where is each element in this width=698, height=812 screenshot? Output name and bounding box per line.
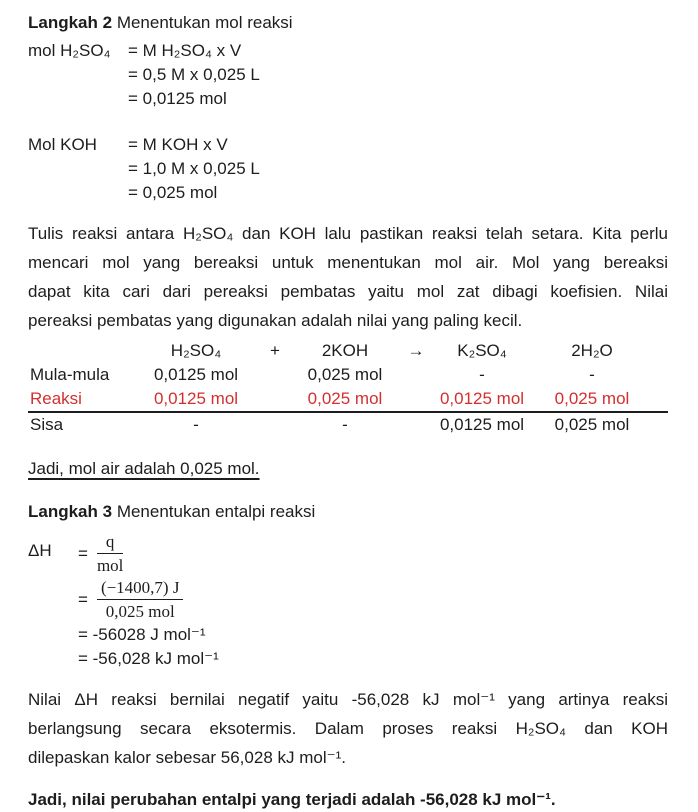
mol-koh-equation (28, 133, 668, 205)
table-cell: 0,0125 mol (439, 415, 525, 434)
step2-heading-label: Langkah 2 (28, 13, 113, 32)
table-cell (28, 339, 132, 363)
table-cell: 0,025 mol (554, 415, 630, 434)
paragraph-line: mencari mol yang bereaksi untuk menentukan mol air. Mol yang bereaksi (28, 253, 668, 272)
table-header-row (28, 339, 668, 363)
table-cell (260, 363, 290, 387)
table-cell (400, 387, 432, 411)
mol-koh-label: Mol KOH (28, 135, 97, 154)
table-cell: 0,0125 mol (153, 389, 239, 408)
table-cell: 0,0125 mol (439, 389, 525, 408)
fraction (97, 531, 123, 576)
equation-line: = 0,5 M x 0,025 L (128, 65, 260, 84)
mol-h2so4-label: mol H₂SO₄ (28, 41, 111, 60)
paragraph-line: pereaksi pembatas yang digunakan adalah nilai yang paling kecil. (28, 311, 523, 330)
table-cell (260, 413, 290, 437)
step3-heading (28, 499, 668, 524)
equation-line: = M H₂SO₄ x V (128, 41, 242, 60)
equals-sign: = (78, 543, 88, 563)
table-cell-koh: 2KOH (321, 341, 369, 360)
table-cell (260, 387, 290, 411)
table-cell: - (193, 415, 199, 434)
fraction-numerator: q (97, 531, 123, 554)
arrow-icon: → (407, 341, 425, 360)
table-cell (400, 363, 432, 387)
step2-heading (28, 10, 668, 35)
equation-line: = 0,0125 mol (128, 89, 227, 108)
equation-line: = 1,0 M x 0,025 L (128, 159, 260, 178)
step3-heading-label: Langkah 3 (28, 502, 113, 521)
fraction-line-values (78, 577, 668, 622)
fraction-denominator: mol (96, 556, 124, 575)
table-cell-k2so4: K₂SO₄ (457, 341, 507, 360)
table-cell: - (342, 415, 348, 434)
table-cell: 0,025 mol (307, 389, 383, 408)
table-row-mula-mula (28, 363, 668, 387)
table-cell: Sisa (30, 415, 64, 434)
table-cell: Reaksi (30, 389, 82, 408)
paragraph-line: dilepaskan kalor sebesar 56,028 kJ mol⁻¹. (28, 748, 346, 767)
paragraph-line: dapat kita cari dari pereaksi pembatas yaitu mol zat dibagi koefisien. Nilai (28, 282, 668, 301)
table-cell: - (589, 365, 595, 384)
reaction-table (28, 339, 668, 437)
table-row-reaksi (28, 387, 668, 411)
delta-h-label: ΔH (28, 541, 52, 560)
step3-heading-text: Menentukan entalpi reaksi (112, 502, 316, 521)
table-cell-h2so4: H₂SO₄ (170, 341, 222, 360)
table-cell-plus: + (270, 341, 280, 360)
table-cell-h2o: 2H₂O (571, 341, 613, 360)
fraction-line-q-over-mol (78, 531, 668, 576)
table-row-sisa (28, 411, 668, 437)
paragraph-line: Tulis reaksi antara H₂SO₄ dan KOH lalu pastikan reaksi telah setara. Kita perlu (28, 224, 668, 243)
fraction (97, 577, 184, 622)
equals-sign: = (78, 589, 88, 609)
equation-line: = M KOH x V (128, 135, 228, 154)
table-cell: - (479, 365, 485, 384)
table-cell: 0,025 mol (307, 365, 383, 384)
table-cell: 0,025 mol (554, 389, 630, 408)
delta-h-equation (28, 530, 668, 671)
paragraph-line: berlangsung secara eksotermis. Dalam proses reaksi H₂SO₄ dan KOH (28, 719, 668, 738)
equation-line: = 0,025 mol (128, 183, 218, 202)
exothermic-paragraph (28, 685, 668, 772)
limiting-reagent-paragraph (28, 219, 668, 335)
fraction-numerator: (−1400,7) J (97, 577, 184, 600)
table-cell (400, 413, 432, 437)
table-cell: Mula-mula (30, 365, 110, 384)
mol-h2so4-lines (128, 39, 668, 111)
delta-h-lines (78, 530, 668, 671)
fraction-denominator: 0,025 mol (105, 602, 175, 621)
table-cell: 0,0125 mol (153, 365, 239, 384)
final-conclusion: Jadi, nilai perubahan entalpi yang terjadi adalah -56,028 kJ mol⁻¹. (28, 790, 556, 809)
mol-air-conclusion: Jadi, mol air adalah 0,025 mol. (28, 459, 260, 478)
equation-result-line: = -56,028 kJ mol⁻¹ (78, 649, 219, 668)
paragraph-line: Nilai ΔH reaksi bernilai negatif yaitu -56,028 kJ mol⁻¹ yang artinya reaksi (28, 690, 668, 709)
mol-h2so4-equation (28, 39, 668, 111)
step2-heading-text: Menentukan mol reaksi (112, 13, 293, 32)
equation-result-line: = -56028 J mol⁻¹ (78, 625, 206, 644)
mol-koh-lines (128, 133, 668, 205)
